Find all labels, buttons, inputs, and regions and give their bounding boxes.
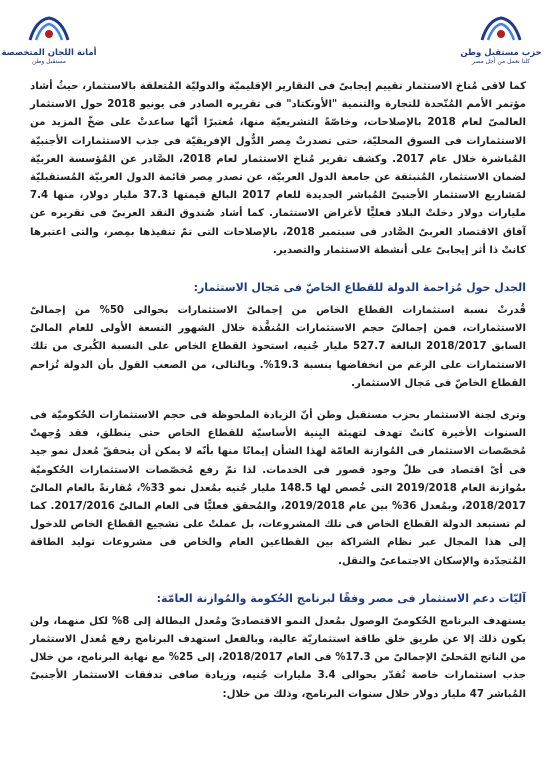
paragraph-2: قُدرتْ نسبة استثمارات القطاع الخاص من إجمالىّ الاستثمارات بحوالى 50% من إجمالىّ الاستثمارات، فمن إجمالىّ حجم الاستثمارات المُنفَّذة خلال الشهور التسعة الأولى للعام المالىّ السابق 2018/2017 البالغة 527.7 مليار جُنيه، استحوذ القطاع الخاص على النسبة الكُبرى من تلك الاستثمارات على الرغم من انخفاضها بنسبة 19.3%. وبالتالى، من الصعب القول بأن الدولة تُزاحم القطاع الخاصّ فى مَجال الاستثمار. (30, 305, 526, 389)
spacer (30, 393, 526, 407)
right-logo-title: حزب مستقبل وطن (460, 48, 542, 58)
paragraph-3: وترى لجنة الاستثمار بحزب مستقبل وطن أنّ الزيادة الملحوظة فى حجم الاستثمارات الحُكوميّة فى السنوات الأخيرة كانتْ تهدف لتهيئة البِنية الأساسيّة للقطاع الخاص حتى ينطلق، فقد وُجهتْ مُخصّصات الاستثمار فى المُوازنة العامّة لهذا الشأن إيمانًا منها بأنّه لا يمكن أن يتحققّ مُعدل نمو جيد فى أىّ اقتصاد فى ظلّ وجود قصور فى الخدمات. لذا تمّ رفع مُخصّصات الاستثمارات الحُكوميّة بمُوازنة العام 2019/2018 التى خُصص لها 148.5 مليار جُنيه بمُعدل نمو 33%، مُقارنةً بالعام المالىّ 2018/2017، وبمُعدل 36% بين عام 2019/2018، والمُحقق فعليًّا فى العام المالىّ 2017/2016. كما لم تستبعد الدولة القطاع الخاص فى تلك المشروعات، بل عملتْ على تشجيع القطاع الخاص للدخول إلى هذا المجال عبر نظام الشراكة بين القطاعين العام والخاص فى مشروعات توليد الطاقة المُتجدّدة والإسكان الاجتماعىّ والنقل. (30, 410, 527, 567)
party-emblem-icon (26, 14, 72, 46)
document-body (30, 78, 526, 704)
paragraph-4: يستهدف البرنامج الحُكومىّ الوصول بمُعدل النمو الاقتصادىّ ومُعدل البطالة إلى 8% لكل منهما، ولن يكون ذلك إلا عن طريق خلق طاقة استثماريّة عالية، وبالفعل استهدف البرنامج رفع مُعدل الاستثمار من الناتج المَحلىّ الإجمالىّ من 17.3% فى العام 2018/2017، إلى 25% مع نهاية البرنامج، من خلال جذب استثمارات خاصة تُقدّر بحوالى 3.4 مليارات جُنيه، وزيادة صافى تدفقات الاستثمار الأجنبىّ المُباشر 47 مليار دولار خلال سنوات البرنامج، وذلك من خلال: (30, 615, 526, 700)
left-logo-subtitle: مستقبل وطن (32, 58, 66, 65)
left-logo (1, 14, 97, 70)
header (0, 0, 550, 78)
right-logo (460, 14, 542, 70)
party-emblem-icon (478, 14, 524, 46)
section-heading-2: آليّات دعم الاستثمار فى مصر وفقًا لبرنامج الحُكومة والمُوازنة العامّة: (156, 591, 526, 605)
right-logo-subtitle: كلنا نعمل من أجل مصر (471, 58, 531, 65)
left-logo-title: أمانة اللجان المتخصصة (1, 48, 97, 58)
paragraph-1: كما لاقى مُناخ الاستثمار تقييم إيجابىّ فى التقارير الإقليميّة والدوليّة المُتعلقة بالاستثمار، حيثُ أشاد مؤتمر الأمم المُتّحدة للتجارة والتنمية "الأونكتاد" فى تقريره الصادر فى يونيو 2018 حول الاستثمار العالمىّ لعام 2018 بالإصلاحات، وخاصّةً التشريعيّة منها، مُعتبرًا أنّها ساعدتْ على ضخّ المزيد من الاستثمارات فى السوق المحليّة، حتى تصدرتْ مِصر الدُّول الإفريقيّة فى جذب الاستثمارات الأجنبيّة المُباشرة خلال عام 2017. وكشف تقرير مُناخ الاستثمار لعام 2018، الصَّادر عن المُؤسسة العربيّة لضمان الاستثمار، المُنبثقة عن جامعة الدول العربيّة، عن تصدر مِصر قائمة الدول العربيّة المُستقبليّة لمَشاريع الاستثمار الأجنبىّ المُباشر الجديدة للعام 2017 البالغ قيمتها 37.3 مليار دولار، منها 7.4 مليارات دولار دخلتْ البلاد فعليًّا لأغراض الاستثمار. كما أشاد صُندوق النقد العربىّ فى تقريره عن آفاق الاقتصاد العربىّ الصَّادر فى سبتمبر 2018، بالإصلاحات التى تمّ تنفيذها بمِصر، والتى اعتبرها كانتْ ذا أثر إيجابىّ على أنشطة الاستثمار والتصدير. (30, 81, 527, 256)
section-heading-1: الجدل حول مُزاحمة الدولة للقطاع الخاصّ فى مَجال الاستثمار: (193, 281, 526, 295)
